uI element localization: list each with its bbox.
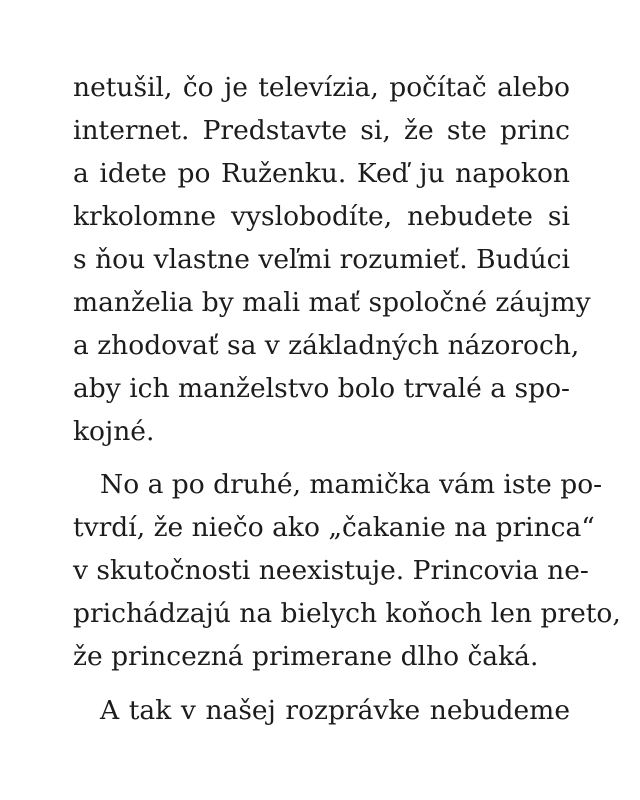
text-line-6: manželia by mali mať spoločné záujmy	[73, 287, 591, 318]
text-line-7: a zhodovať sa v základných názoroch,	[73, 330, 580, 361]
text-line-15: A tak v našej rozprávke nebudeme	[100, 695, 570, 726]
text-line-4: krkolomne vyslobodíte, nebudete si	[73, 201, 570, 232]
text-line-5: s ňou vlastne veľmi rozumieť. Budúci	[73, 244, 570, 275]
text-line-8: aby ich manželstvo bolo trvalé a spo-	[73, 373, 570, 404]
text-line-13: prichádzajú na bielych koňoch len preto,	[73, 598, 621, 629]
text-line-3: a idete po Ruženku. Keď ju napokon	[73, 158, 570, 189]
text-line-9: kojné.	[73, 416, 155, 447]
text-line-11: tvrdí, že niečo ako „čakanie na princa“	[73, 512, 595, 543]
text-line-12: v skutočnosti neexistuje. Princovia ne-	[73, 555, 589, 586]
text-line-2: internet. Predstavte si, že ste princ	[73, 115, 570, 146]
text-line-10: No a po druhé, mamička vám iste po-	[100, 469, 603, 500]
text-line-1: netušil, čo je televízia, počítač alebo	[73, 72, 570, 103]
text-line-14: že princezná primerane dlho čaká.	[73, 641, 539, 672]
